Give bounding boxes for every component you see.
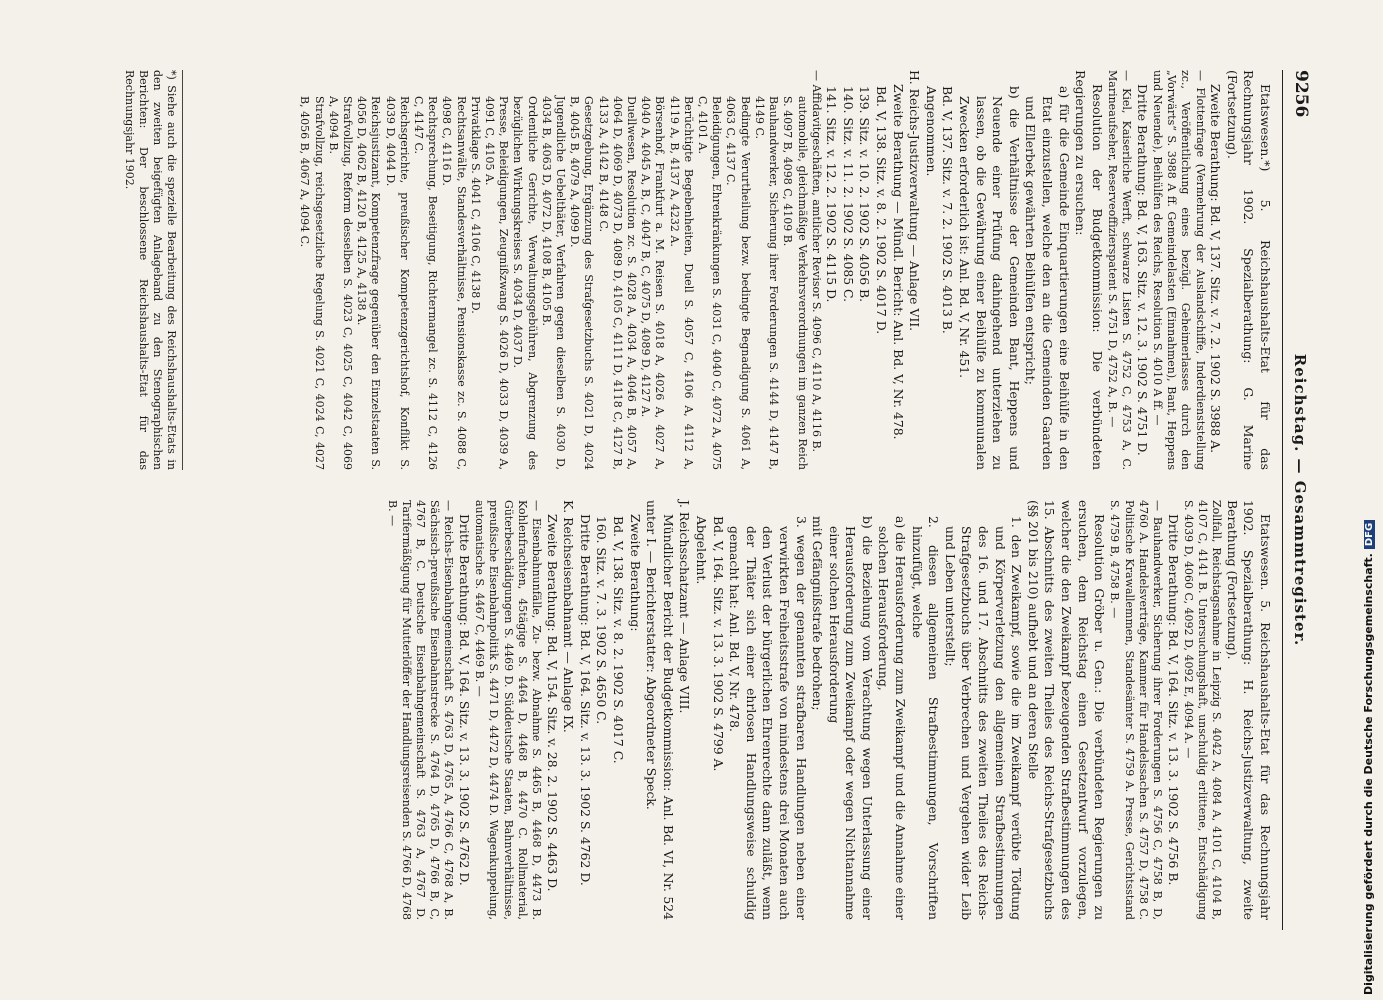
- index-entry: Bd. V, 137. Sitz. v. 7. 2. 1902 S. 4013 B.: [940, 86, 956, 334]
- index-entry: a) die Herausforderung zum Zweikampf und die Annahme einer solchen Herausforderung,: [876, 516, 909, 920]
- running-title: Reichstag. — Gesammtregister.: [1291, 353, 1309, 647]
- index-entry: Zweite Berathung: Bd. V, 137. Sitz. v. 7. 2. 1902 S. 3988 A.: [1208, 84, 1224, 454]
- index-entry: Abgelehnt.: [693, 516, 709, 585]
- index-entry: Dritte Berathung: Bd. V, 164. Sitz. v. 13. 3. 1902 S. 4762 D.: [577, 514, 593, 886]
- index-entry: — Kiel, Kaiserliche Werft, schwarze Listen S. 4752 C, 4753 A, C. Marineaufseher, Reserveoffizierspatent S. 4751 D, 4752 A, B. —: [1106, 70, 1134, 470]
- index-entry: Resolution der Budgetkommission: Die verbündeten Regierungen zu ersuchen:: [1073, 70, 1105, 470]
- index-entry: Gesetzgebung, Ergänzung des Strafgesetzbuchs S. 4021 D, 4024 B, 4045 B, 4079 A, 4099 D.: [568, 96, 596, 470]
- index-entry: — Flottenfrage (Vermehrung der Auslandschiffe, Inderdienststellung zc., Veröffentlichung eines bezügl. Geheimerlasses durch den „Vorwärts“ S. 3988 A ff. Gemeindelasten (Einnahmen), Bant, Heppens und Neuende), Beihülfen des Reichs, Resolution S. 4010 A ff. —: [1151, 70, 1207, 470]
- index-entry: Reichsgerichte, preußischer Kompetenzgerichtshof, Konflikt S. 4039 D, 4044 D.: [383, 96, 411, 470]
- index-entry: Beleidigungen, Ehrenkränkungen S. 4031 C, 4040 C, 4072 A, 4075 C, 4101 A.: [696, 96, 724, 470]
- index-entry: J. Reichsschatzamt — Anlage VIII.: [677, 500, 693, 714]
- index-entry: Strafvollzug, Reform desselben S. 4023 C, 4025 C, 4042 C, 4069 A, 4094 B.: [326, 96, 355, 470]
- index-entry: 160. Sitz. v. 7. 3. 1902 S. 4650 C.: [594, 516, 610, 725]
- index-entry: Rechtsanwälte, Standesverhältnisse, Pensionskasse zc. S. 4088 C, 4098 C, 4116 D.: [440, 96, 468, 470]
- index-entry: Rechtsprechung, Beseitigung, Richtermangel zc. S. 4112 C, 4126 C, 4147 C.: [412, 96, 440, 470]
- index-entry: Berüchtigte Begebenheiten, Duell S. 4057 C, 4106 A, 4112 A, 4119 A, B, 4137 A, 4232 A.: [667, 96, 695, 470]
- index-entry: 140. Sitz. v. 11. 2. 1902 S. 4085 C.: [840, 86, 856, 303]
- index-entry: Ordentliche Gerichte, Verwaltungsgebühren, Abgrenzung des bezüglichen Wirkungskreises S. 4034 D, 4037 D.: [511, 96, 539, 470]
- index-entry: 139. Sitz. v. 10. 2. 1902 S. 4056 B.: [857, 86, 873, 303]
- index-entry: Dritte Berathung: Bd. V, 164. Sitz. v. 13. 3. 1902 S. 4756 B.: [1165, 514, 1181, 886]
- index-entry: Bd. V, 138. Sitz. v. 8. 2. 1902 S. 4017 D.: [874, 86, 890, 335]
- index-entry: automobile, gleichmäßige Verkehrsverordnungen im ganzen Reich S. 4097 B, 4098 C, 4109 B.: [781, 96, 809, 470]
- digitization-note: [1362, 520, 1375, 995]
- index-entry: 2. diesen allgemeinen Strafbestimmungen, Vorschriften hinzufügt, welche: [909, 516, 942, 920]
- index-entry: Duellwesen, Resolution zc. S. 4028 A, 4034 A, 4046 B, 4057 A, 4064 D, 4069 D, 4073 D, 4089 D, 4105 C, 4111 D, 4118 C, 4127 B, 4133 A, 4142 B, 4148 C.: [596, 96, 639, 470]
- index-entry: Etatswesen. 5. Reichshaushalts-Etat für das Rechnungsjahr 1902. Spezialberathung: H. Reichs-Justizverwaltung, zweite Berathung (Fortsetzung).: [1224, 500, 1273, 920]
- index-entry: 141. Sitz. v. 12. 2. 1902 S. 4115 D.: [824, 86, 840, 303]
- dfg-logo: DFG: [1364, 520, 1375, 549]
- index-entry: Bd. V, 138. Sitz. v. 8. 2. 1902 S. 4017 C.: [610, 516, 626, 764]
- page-number: 9256: [1291, 70, 1311, 118]
- index-entry: — Eisenbahnunfälle, Zu- bezw. Abnahme S. 4465 B, 4468 D, 4473 B. Kohlenfrachten, 45tägige S. 4464 D, 4468 B, 4470 C. Rollmaterial, Güterbeschädigungen S. 4469 D. Süddeutsche Staaten, Bahnverhältnisse, preußische Eisenbahnpolitik S. 4471 D, 4472 D, 4474 D. Wagenkuppelung, automatische S. 4467 C, 4469 B. —: [473, 500, 544, 920]
- index-entry: H. Reichs-Justizverwaltung — Anlage VII.: [907, 70, 923, 332]
- index-entry: Zweite Berathung: Bd. V, 154. Sitz. v. 28. 2. 1902 S. 4463 D.: [544, 514, 560, 892]
- index-entry: a) für die Gemeinde Einquartierungen eine Beihülfe in den Etat einzustellen, welche den an die Gemeinden Gaarden und Ellerbek gewährten Beihülfen entspricht;: [1023, 86, 1072, 470]
- header-rule: [1282, 70, 1283, 930]
- index-entry: 3. wegen der genannten strafbaren Handlungen neben einer verwirkten Freiheitsstrafe von mindestens drei Monaten auch den Verlust der bürgerlichen Ehrenrechte dann zuläßt, wenn der Thäter sich einer ehrlosen Handlungsweise schuldig gemacht hat: Anl. Bd. V, Nr. 478.: [727, 516, 809, 920]
- left-column: [297, 70, 1273, 470]
- index-entry: Bd. V, 164. Sitz. v. 13. 3. 1902 S. 4799 A.: [710, 516, 726, 772]
- index-entry: Jugendliche Uebelthäter, Verfahren gegen dieselben S. 4030 D, 4034 B, 4063 D, 4072 D, 4108 B, 4105 B.: [539, 96, 568, 470]
- page-header: [1285, 70, 1311, 930]
- index-entry: Resolution Gröber u. Gen.: Die verbündeten Regierungen zu ersuchen, dem Reichstag einen Gesetzentwurf vorzulegen, welcher die den Zweikampf bezeugenden Strafbestimmungen des 15. Abschnitts des zweiten Theiles des Reichs-Strafgesetzbuchs (§§ 201 bis 210) aufhebt und an deren Stelle: [1025, 500, 1108, 920]
- index-entry: Privatklage S. 4041 C, 4106 C, 4138 D.: [468, 96, 482, 314]
- index-entry: Dritte Berathung: Bd. V, 164. Sitz. v. 13. 3. 1902 S. 4762 D.: [457, 514, 472, 886]
- index-entry: K. Reichseisenbahnamt — Anlage IX.: [561, 500, 577, 733]
- index-entry: Dritte Berathung: Bd. V, 163. Sitz. v. 12. 3. 1902 S. 4751 D.: [1134, 84, 1150, 456]
- index-entry: mit Gefängnißstrafe bedrohen;: [810, 516, 826, 711]
- footnote: *) Siehe auch die spezielle Bearbeitung des Reichshaushalts-Etats in den zweiten beigefügten Anlageband zu den Stenographischen Berichten: Der beschlossene Reichshaushalts-Etat für das Rechnungsjahr 1902.: [122, 70, 183, 470]
- index-entry: Reichsjustizamt, Kompetenzfrage gegenüber den Einzelstaaten S. 4056 D, 4062 B, 4120 B, 4125 A, 4138 A.: [355, 96, 383, 470]
- digitization-text: Digitalisierung gefördert durch die Deutsche Forschungsgemeinschaft.: [1362, 553, 1375, 995]
- index-entry: 1. den Zweikampf, sowie die im Zweikampf verübte Tödtung und Körperverletzung den allgemeinen Strafbestimmungen des 16. und 17. Abschnitts des zweiten Theiles des Reichs-Strafgesetzbuchs über Verbrechen und Vergehen wider Leib und Leben unterstellt;: [942, 516, 1025, 920]
- index-entry: — Bauhandwerker, Sicherung ihrer Forderungen S. 4756 C, 4758 B, D, 4760 A. Handelsverträge, Kammer für Handelssachen S. 4757 D, 4758 C. Politische Krawallemmen, Standesämter S. 4759 A. Presse, Gerichtsstand S. 4759 B, 4758 B. —: [1108, 500, 1165, 920]
- index-entry: Mündlicher Bericht der Budgetkommission: Anl. Bd. VI, Nr. 524 unter I. — Berichterstatter: Abgeordneter Speck.: [644, 500, 676, 920]
- index-entry: — Affidavitgeschäften, amtlicher Revisor S. 4096 C, 4110 A, 4116 B.: [809, 70, 823, 453]
- index-entry: Bedingte Verurtheilung bezw. bedingte Begnadigung S. 4061 A, 4063 C, 4137 C.: [724, 96, 752, 470]
- right-column: [384, 500, 1273, 920]
- index-entry: — Reichs-Eisenbahngemeinschaft S. 4763 D, 4765 A, 4766 C, 4768 A, B. Sächsisch-preußische Eisenbahnstrecke S. 4764 D, 4765 D, 4766 B, C, 4767 B, C. Deutsche Eisenbahngemeinschaft S. 4763 A, 4767 D. Tarifermäßigung für Mutterlöffer der Handlungsreisenden S. 4766 D, 4768 B. —: [385, 500, 456, 921]
- index-entry: b) die Verhältnisse der Gemeinden Bant, Heppens und Neuende einer Prüfung dahingehend unterziehen zu lassen, ob die Gewährung einer Beihülfe zu kommunalen Zwecken erforderlich ist: Anl. Bd. V, Nr. 451.: [957, 86, 1022, 470]
- index-entry: Strafvollzug, reichsgesetzliche Regelung S. 4021 C, 4024 C, 4027 B, 4056 B, 4067 A, 4094 C.: [298, 96, 326, 470]
- index-entry: Börsenhof, Frankfurt a. M. Reisen S. 4018 A, 4026 A, 4027 A, 4040 A, 4045 A, B, C, 4047 B, C, 4075 D, 4089 D, 4127 A.: [639, 96, 667, 470]
- index-entry: Zweite Berathung:: [627, 514, 643, 632]
- index-entry: Presse, Beleidigungen, Zeugnißzwang S. 4026 D, 4033 D, 4039 A, 4091 C, 4105 A.: [483, 96, 511, 470]
- index-entry: Etatswesen.*) 5. Reichshaushalts-Etat für das Rechnungsjahr 1902. Spezialberathung: G. Marine (Fortsetzung).: [1224, 70, 1273, 470]
- index-entry: Zweite Berathung — Mündl. Bericht: Anl. Bd. V, Nr. 478.: [890, 84, 906, 440]
- index-entry: Angenommen.: [923, 86, 939, 177]
- index-entry: Zollfall, Reichstagsnahme in Leipzig S. 4042 A, 4084 A, 4101 C, 4104 B, 4107 C, 4141 B. Untersuchungshaft, unschuldig erlittene, Entschädigung S. 4039 D, 4060 C, 4092 D, 4092 E, 4094 A. —: [1181, 500, 1224, 920]
- index-entry: Bauhandwerker, Sicherung ihrer Forderungen S. 4144 D, 4147 B, 4149 C.: [752, 96, 781, 470]
- index-entry: b) die Beziehung vom Verachtung wegen Unterlassung einer Herausforderung zum Zweikampf oder wegen Nichtannahme einer solchen Herausforderung: [826, 516, 875, 920]
